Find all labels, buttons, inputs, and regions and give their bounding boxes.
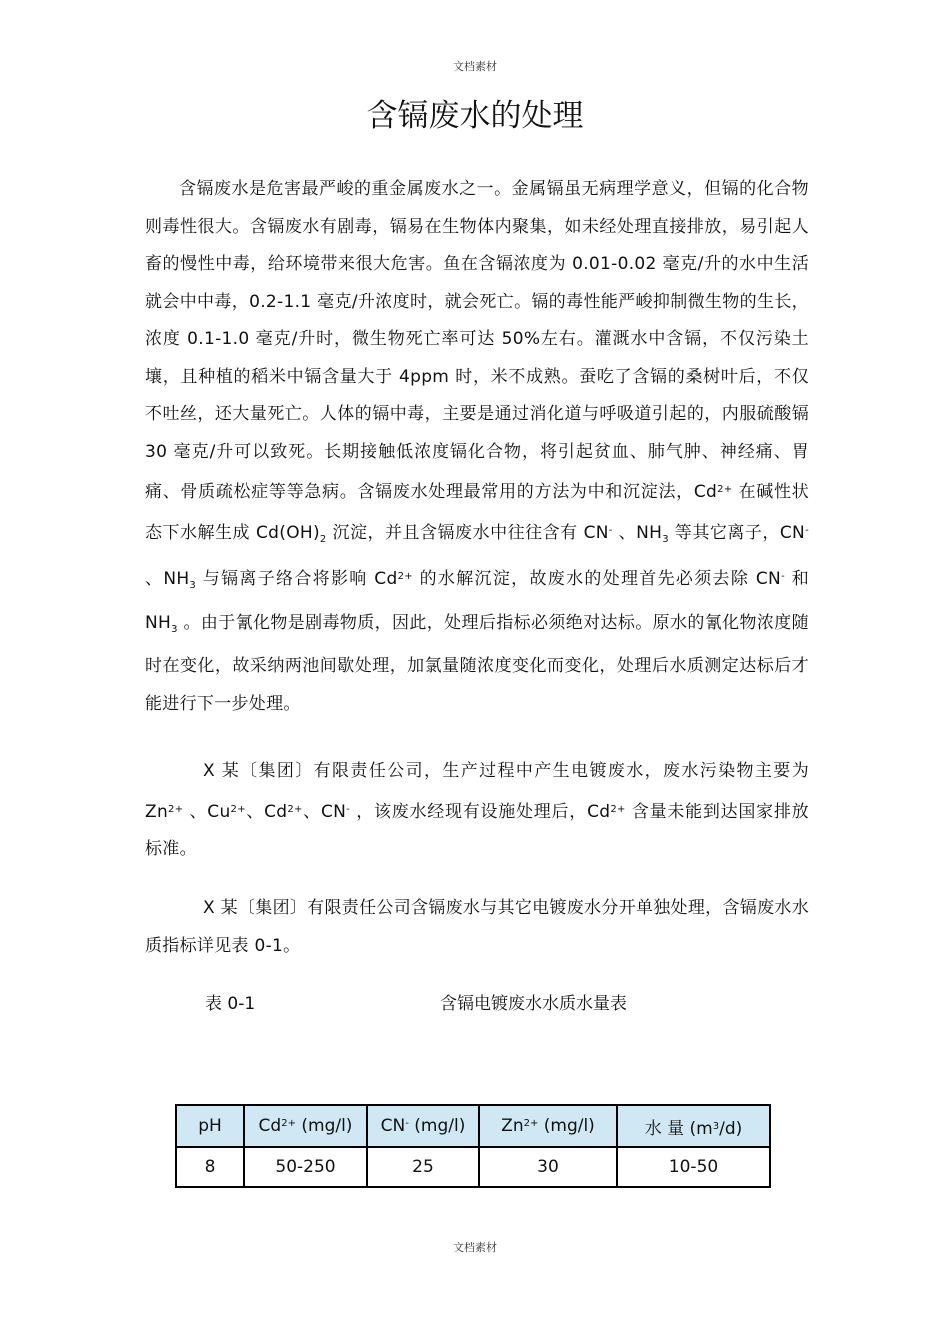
charge-cu: 2+ — [230, 803, 246, 815]
formula-nh3: NH — [163, 569, 190, 589]
header-flow-label: 水 量 (m — [644, 1118, 713, 1139]
footer-watermark: 文档素材 — [453, 1241, 497, 1254]
paragraph1-text-3: 等其它离子， — [668, 522, 780, 543]
formula-cd: Cd — [693, 482, 718, 502]
formula-cu: Cu — [207, 801, 231, 822]
separator: 、 — [183, 801, 208, 822]
header-cd-label: Cd — [258, 1116, 282, 1136]
document-title: 含镉废水的处理 — [366, 98, 584, 134]
cell-zn: 30 — [479, 1147, 617, 1187]
header-zn-charge: 2+ — [523, 1118, 539, 1129]
header-zn-label: Zn — [501, 1116, 524, 1136]
paragraph1-text-5: 的水解沉淀，故废水的处理首先必须去除 — [412, 569, 756, 589]
charge-cn: - — [805, 524, 809, 536]
formula-nh3: NH — [636, 522, 663, 543]
table-header-row — [176, 1105, 770, 1147]
paragraph2-text-3: 含量未能到达国家排放标准。 — [145, 801, 809, 859]
paragraph-separate-treatment — [145, 890, 809, 965]
separator: 、 — [302, 801, 321, 822]
formula-cdoh: Cd(OH) — [256, 522, 320, 543]
charge-zn: 2+ — [168, 803, 184, 815]
separator: 、 — [145, 569, 164, 589]
header-ph-label: pH — [198, 1116, 222, 1136]
cell-cn: 25 — [367, 1147, 479, 1187]
paragraph2-text-1: X 某〔集团〕有限责任公司，生产过程中产生电镀废水，废水污染物主要为 — [203, 761, 809, 781]
formula-cn: CN — [755, 569, 782, 589]
charge-cn: - — [781, 571, 785, 582]
formula-zn: Zn — [145, 801, 169, 822]
header-cn-charge: - — [405, 1118, 409, 1129]
cell-cd: 50-250 — [244, 1147, 367, 1187]
separator: 、 — [612, 522, 637, 543]
header-cd-charge: 2+ — [281, 1118, 296, 1129]
separator: 、 — [245, 801, 265, 822]
cell-ph: 8 — [176, 1147, 244, 1187]
subscript-nh3: 3 — [171, 623, 178, 635]
header-zn — [479, 1105, 617, 1147]
paragraph2-text-2: ，该废水经现有设施处理后， — [350, 801, 588, 822]
charge-cn: - — [608, 524, 613, 536]
paragraph-company-wastewater — [145, 753, 809, 869]
header-cd-unit: (mg/l) — [295, 1116, 353, 1136]
table-title: 含镉电镀废水水质水量表 — [440, 994, 627, 1014]
paragraph-cadmium-hazards — [145, 171, 809, 723]
formula-nh3: NH — [145, 612, 172, 633]
conjunction: 和 — [784, 569, 809, 589]
paragraph1-intro: 含镉废水是危害最严峻的重金属废水之一。金属镉虽无病理学意义，但镉的化合物则毒性很大。含镉废水有剧毒，镉易在生物体内聚集，如未经处理直接排放，易引起人畜的慢性中毒，给环境带来很大危害。鱼在含镉浓度为 0.01-0.02 毫克/升的水中生活就会中中毒，0.2-1.1 毫克/升浓度时，就会死亡。镉的毒性能严峻抑制微生物的生长，浓度 0.1-1.0 毫克/升时，微生物死亡率可达 50%左右。灌溉水中含镉，不仅污染土壤，且种植的稻米中镉含量大于 4ppm 时，米不成熟。蚕吃了含镉的桑树叶后，不仅不吐丝，还大量死亡。人体的镉中毒，主要是通过消化道与呼吸道引起的，内服硫酸镉 30 毫克/升可以致死。长期接触低浓度镉化合物，将引起贫血、肺气肿、神经痛、胃痛、骨质疏松症等等急病。含镉废水处理最常用的方法为中和沉淀法， — [145, 179, 809, 502]
paragraph1-text-1: 在碱性状态下水解生成 — [145, 482, 809, 543]
header-cd — [244, 1105, 367, 1147]
header-zn-unit: (mg/l) — [538, 1116, 595, 1136]
subscript-nh3: 3 — [662, 533, 669, 545]
charge-cd: 2+ — [717, 484, 733, 495]
subscript-nh3: 3 — [189, 580, 197, 591]
header-flow-unit: /d) — [719, 1118, 743, 1139]
header-ph — [176, 1105, 244, 1147]
paragraph1-text-2: 沉淀，并且含镉废水中往往含有 — [326, 522, 584, 543]
table-row — [176, 1147, 770, 1187]
charge-cd: 2+ — [610, 803, 626, 815]
charge-cn: - — [346, 803, 351, 815]
formula-cn: CN — [779, 522, 806, 543]
header-cn-label: CN — [380, 1116, 406, 1136]
cell-flow: 10-50 — [617, 1147, 770, 1187]
formula-cd: Cd — [374, 569, 398, 589]
charge-cd: 2+ — [287, 803, 303, 815]
formula-cd: Cd — [587, 801, 611, 822]
charge-cd: 2+ — [397, 571, 413, 582]
subscript-cdoh: 2 — [319, 533, 327, 545]
header-flow — [617, 1105, 770, 1147]
water-quality-table — [175, 1104, 771, 1188]
header-flow-exponent: 3 — [712, 1120, 720, 1132]
paragraph1-text-6: 。由于氰化物是剧毒物质，因此，处理后指标必须绝对达标。原水的氰化物浓度随时在变化，故采纳两池间歇处理，加氯量随浓度变化而变化，处理后水质测定达标后才能进行下一步处理。 — [145, 612, 809, 714]
header-cn-unit: (mg/l) — [408, 1116, 466, 1136]
paragraph3-text: X 某〔集团〕有限责任公司含镉废水与其它电镀废水分开单独处理，含镉废水水质指标详见表 0-1。 — [145, 898, 809, 956]
formula-cd: Cd — [264, 801, 288, 822]
paragraph1-text-4: 与镉离子络合将影响 — [196, 569, 375, 589]
header-cn — [367, 1105, 479, 1147]
table-number: 表 0-1 — [205, 994, 256, 1014]
header-watermark: 文档素材 — [453, 60, 497, 73]
formula-cn: CN — [583, 522, 609, 543]
formula-cn: CN — [320, 801, 347, 822]
